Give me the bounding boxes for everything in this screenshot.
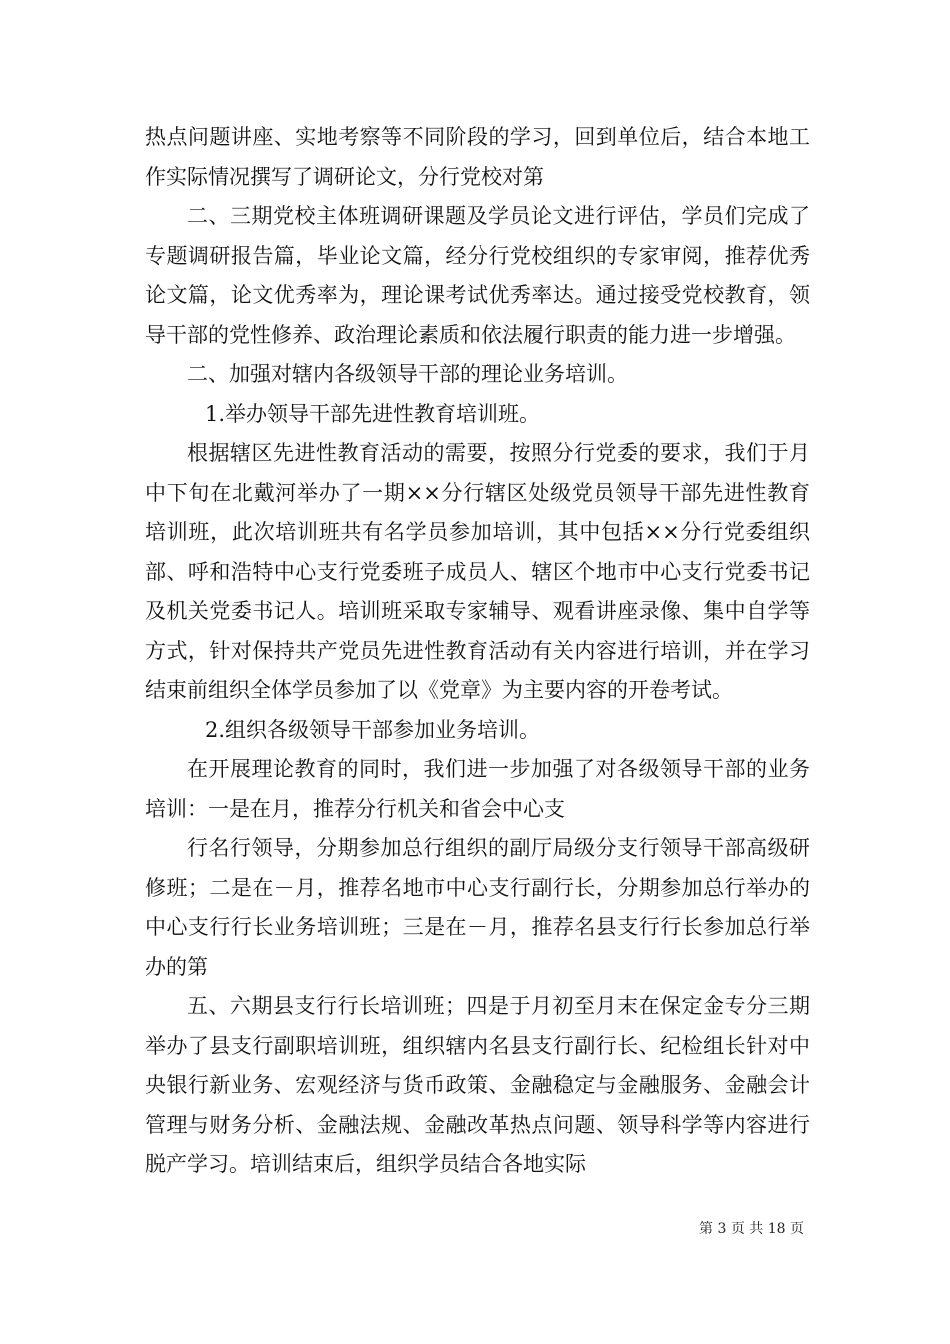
paragraph: 热点问题讲座、实地考察等不同阶段的学习，回到单位后，结合本地工作实际情况撰写了调研论文，分行党校对第	[145, 125, 810, 189]
paragraph: 在开展理论教育的同时，我们进一步加强了对各级领导干部的业务培训：一是在月，推荐分行机关和省会中心支	[145, 757, 810, 821]
list-heading: 1.举办领导干部先进性教育培训班。	[205, 401, 541, 426]
page-number: 第 3 页 共 18 页	[699, 1221, 804, 1237]
section-heading: 二、加强对辖内各级领导干部的理论业务培训。	[187, 362, 628, 386]
paragraph: 行名行领导，分期参加总行组织的副厅局级分支行领导干部高级研修班；二是在－月，推荐名地市中心支行副行长，分期参加总行举办的中心支行行长业务培训班；三是在－月，推荐名县支行行长参加总行举办的第	[145, 836, 810, 979]
list-heading: 2.组织各级领导干部参加业务培训。	[205, 717, 541, 742]
paragraph: 二、三期党校主体班调研课题及学员论文进行评估，学员们完成了专题调研报告篇，毕业论文篇，经分行党校组织的专家审阅，推荐优秀论文篇，论文优秀率为，理论课考试优秀率达。通过接受党校教育，领导干部的党性修养、政治理论素质和依法履行职责的能力进一步增强。	[145, 204, 810, 347]
paragraph: 根据辖区先进性教育活动的需要，按照分行党委的要求，我们于月中下旬在北戴河举办了一期××分行辖区处级党员领导干部先进性教育培训班，此次培训班共有名学员参加培训，其中包括××分行党委组织部、呼和浩特中心支行党委班子成员人、辖区个地市中心支行党委书记及机关党委书记人。培训班采取专家辅导、观看讲座录像、集中自学等方式，针对保持共产党员先进性教育活动有关内容进行培训，并在学习结束前组织全体学员参加了以《党章》为主要内容的开卷考试。	[145, 441, 810, 702]
paragraph: 五、六期县支行行长培训班；四是于月初至月末在保定金专分三期举办了县支行副职培训班，组织辖内名县支行副行长、纪检组长针对中央银行新业务、宏观经济与货币政策、金融稳定与金融服务、金融会计管理与财务分析、金融法规、金融改革热点问题、领导科学等内容进行脱产学习。培训结束后，组织学员结合各地实际	[145, 994, 810, 1176]
document-body	[145, 118, 810, 1185]
